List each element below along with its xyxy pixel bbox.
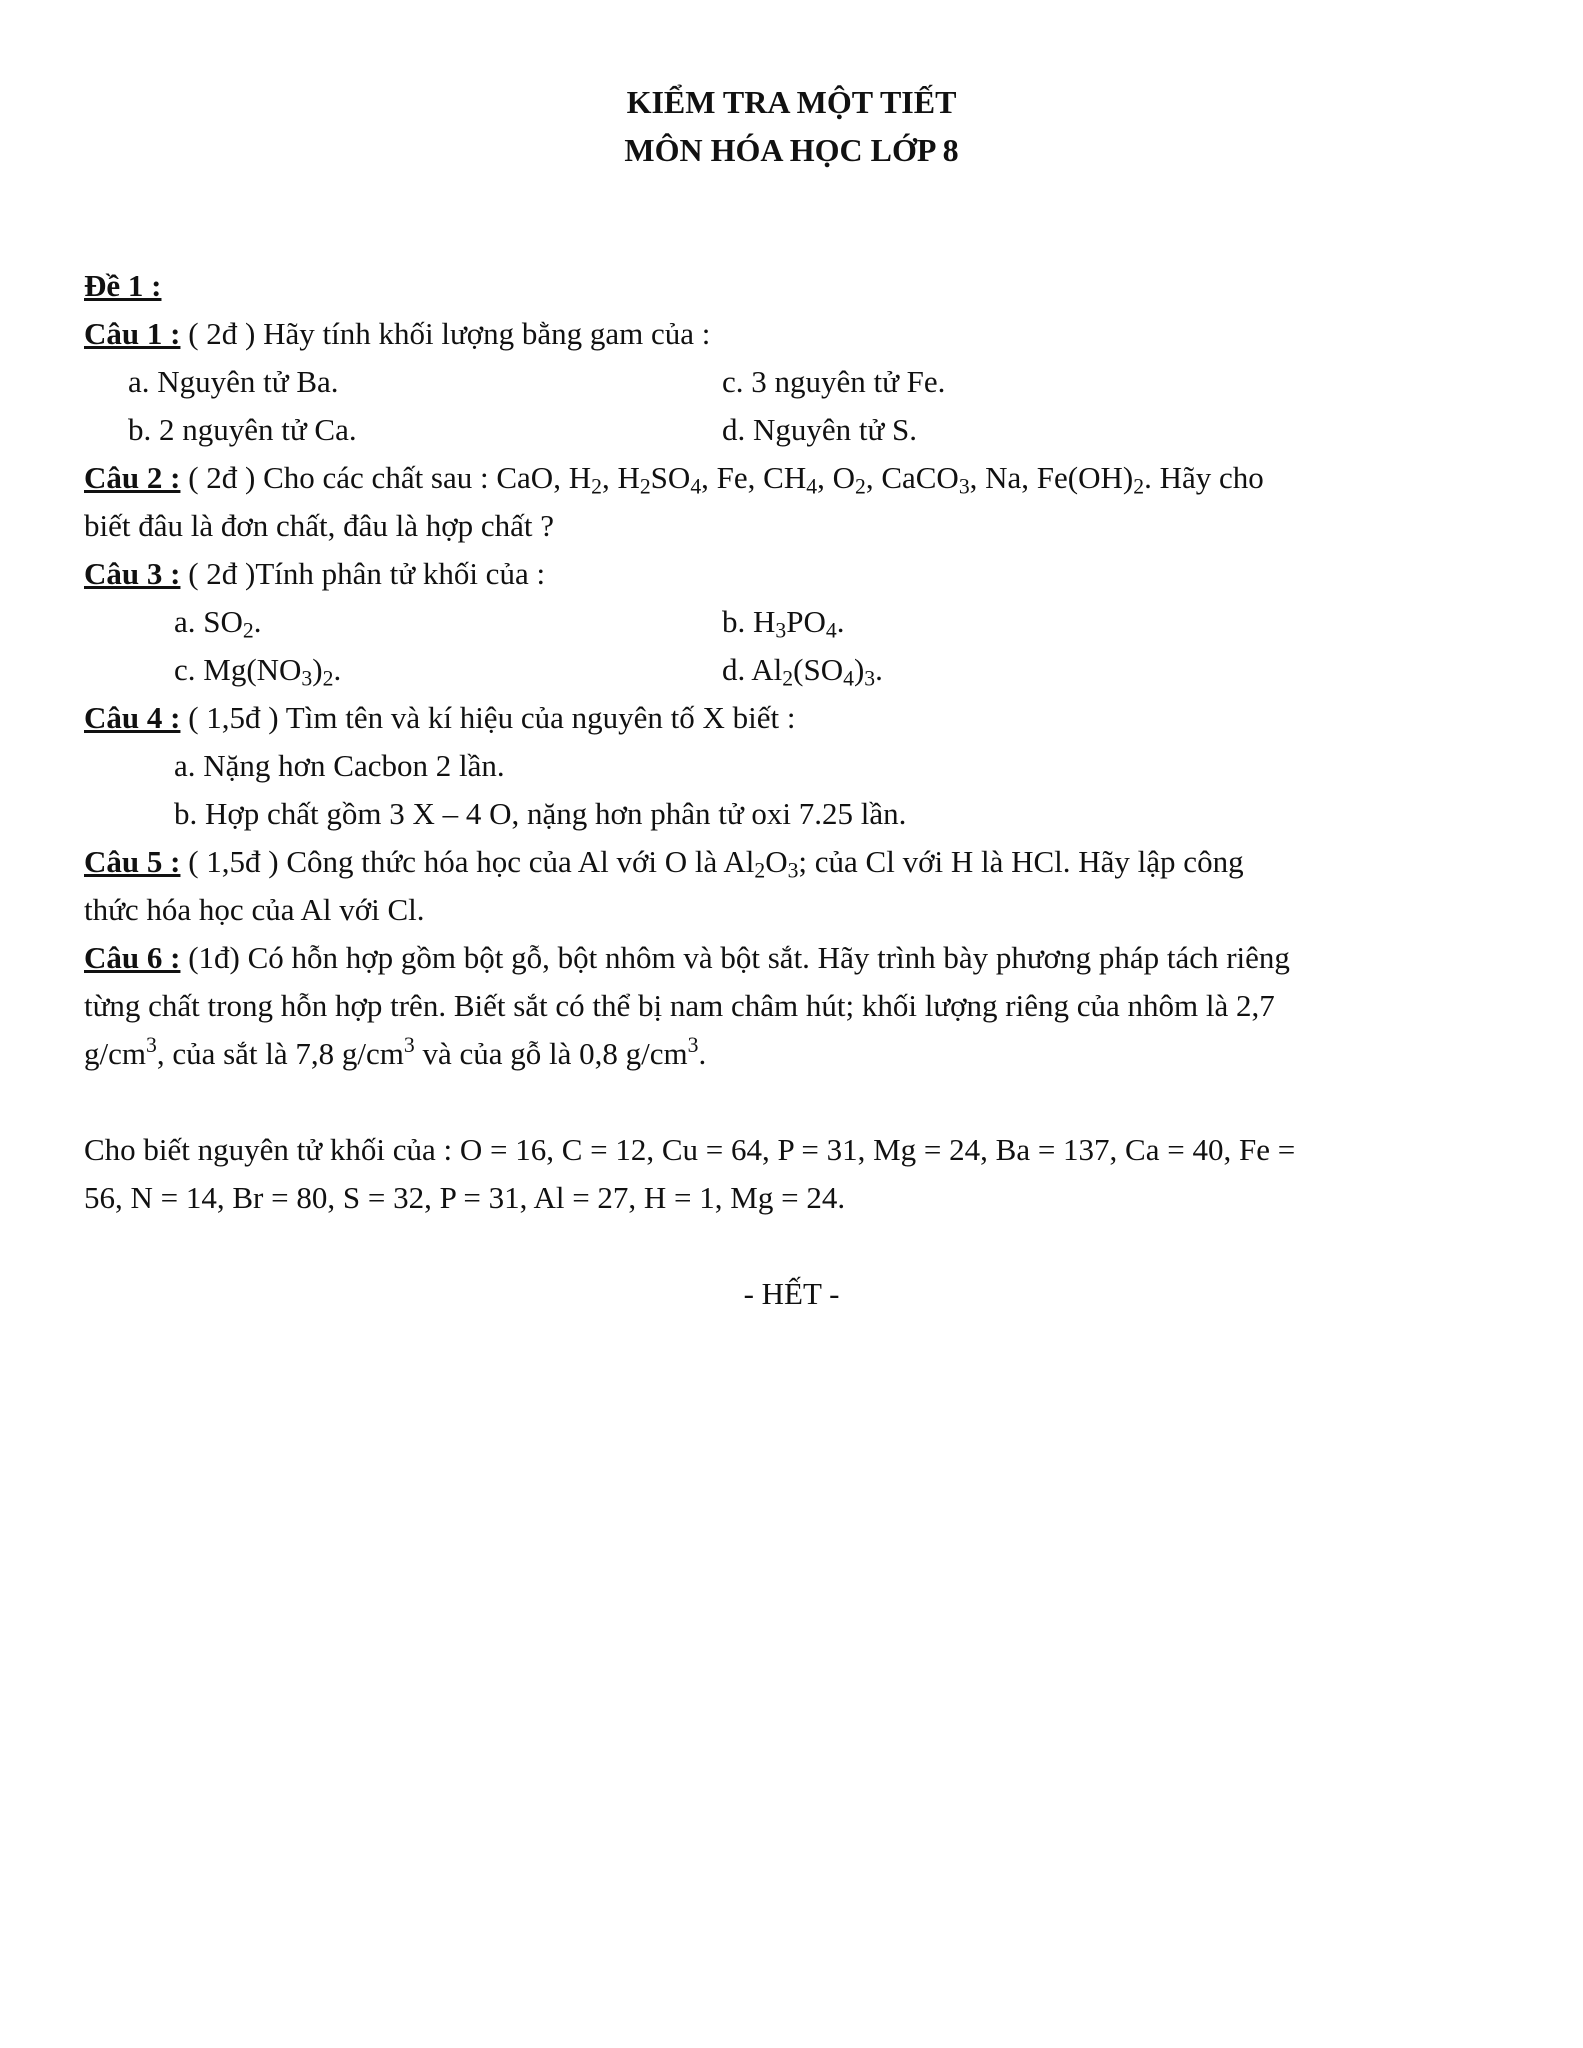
- question-3-option-b: b. $H_3PO_4$.: [722, 604, 845, 643]
- question-3-option-c: c. $Mg(NO_3)_2$.: [174, 652, 342, 691]
- question-3-option-d: d. $Al_2(SO_4)_3$.: [722, 652, 883, 691]
- exam-version-label: Đề 1 :: [84, 268, 162, 303]
- question-2: Câu 2 : ( 2đ ) Cho các chất sau : CaO, $H_2$, $H_2SO_4$, Fe, $CH_4$, $O_2$, CaCO$_3$, Na, $Fe(OH)_2$. Hãy cho: [84, 460, 1264, 499]
- question-4-label: Câu 4 :: [84, 700, 181, 735]
- question-6: Câu 6 : (1đ) Có hỗn hợp gồm bột gỗ, bột nhôm và bột sắt. Hãy trình bày phương pháp tách riêng: [84, 940, 1290, 975]
- question-6-label: Câu 6 :: [84, 940, 181, 975]
- question-5: Câu 5 : ( 1,5đ ) Công thức hóa học của Al với O là $Al_2O_3$; của Cl với H là HCl. Hãy lập công: [84, 844, 1244, 883]
- question-3-text: ( 2đ )Tính phân tử khối của :: [180, 556, 546, 591]
- question-4: [84, 694, 1499, 742]
- question-4-option-a: a. Nặng hơn Cacbon 2 lần.: [174, 748, 505, 783]
- question-4-option-b: b. Hợp chất gồm 3 X – 4 O, nặng hơn phân tử oxi 7.25 lần.: [174, 796, 907, 831]
- atomic-masses-line-1: Cho biết nguyên tử khối của : O = 16, C = 12, Cu = 64, P = 31, Mg = 24, Ba = 137, Ca = 40, Fe =: [84, 1132, 1296, 1167]
- end-marker: - HẾT -: [743, 1276, 840, 1311]
- question-3: [84, 550, 1499, 598]
- question-1-text: ( 2đ ) Hãy tính khối lượng bằng gam của :: [180, 316, 711, 351]
- question-1-option-d: d. Nguyên tử S.: [722, 412, 918, 447]
- question-6-line-3: $g/cm^3$, của sắt là 7,8 $g/cm^3$ và của gỗ là 0,8 $g/cm^3$.: [84, 1033, 707, 1071]
- question-1: [84, 310, 1499, 358]
- question-6-line-2: từng chất trong hỗn hợp trên. Biết sắt có thể bị nam châm hút; khối lượng riêng của nhôm là 2,7: [84, 988, 1275, 1023]
- question-5-label: Câu 5 :: [84, 844, 181, 879]
- question-1-option-a: a. Nguyên tử Ba.: [128, 364, 339, 399]
- question-5-line-2: thức hóa học của Al với Cl.: [84, 892, 425, 927]
- question-1-option-b: b. 2 nguyên tử Ca.: [128, 412, 357, 447]
- question-2-label: Câu 2 :: [84, 460, 181, 495]
- question-4-text: ( 1,5đ ) Tìm tên và kí hiệu của nguyên tố X biết :: [180, 700, 796, 735]
- question-3-option-a: a. $SO_2$.: [174, 604, 262, 643]
- exam-title-line2: MÔN HÓA HỌC LỚP 8: [624, 132, 959, 168]
- exam-title-line1: KIỂM TRA MỘT TIẾT: [626, 84, 957, 120]
- question-2-line-2: biết đâu là đơn chất, đâu là hợp chất ?: [84, 508, 555, 543]
- question-1-label: Câu 1 :: [84, 316, 181, 351]
- atomic-masses-line-2: 56, N = 14, Br = 80, S = 32, P = 31, Al = 27, H = 1, Mg = 24.: [84, 1180, 846, 1215]
- question-1-option-c: c. 3 nguyên tử Fe.: [722, 364, 946, 399]
- question-3-label: Câu 3 :: [84, 556, 181, 591]
